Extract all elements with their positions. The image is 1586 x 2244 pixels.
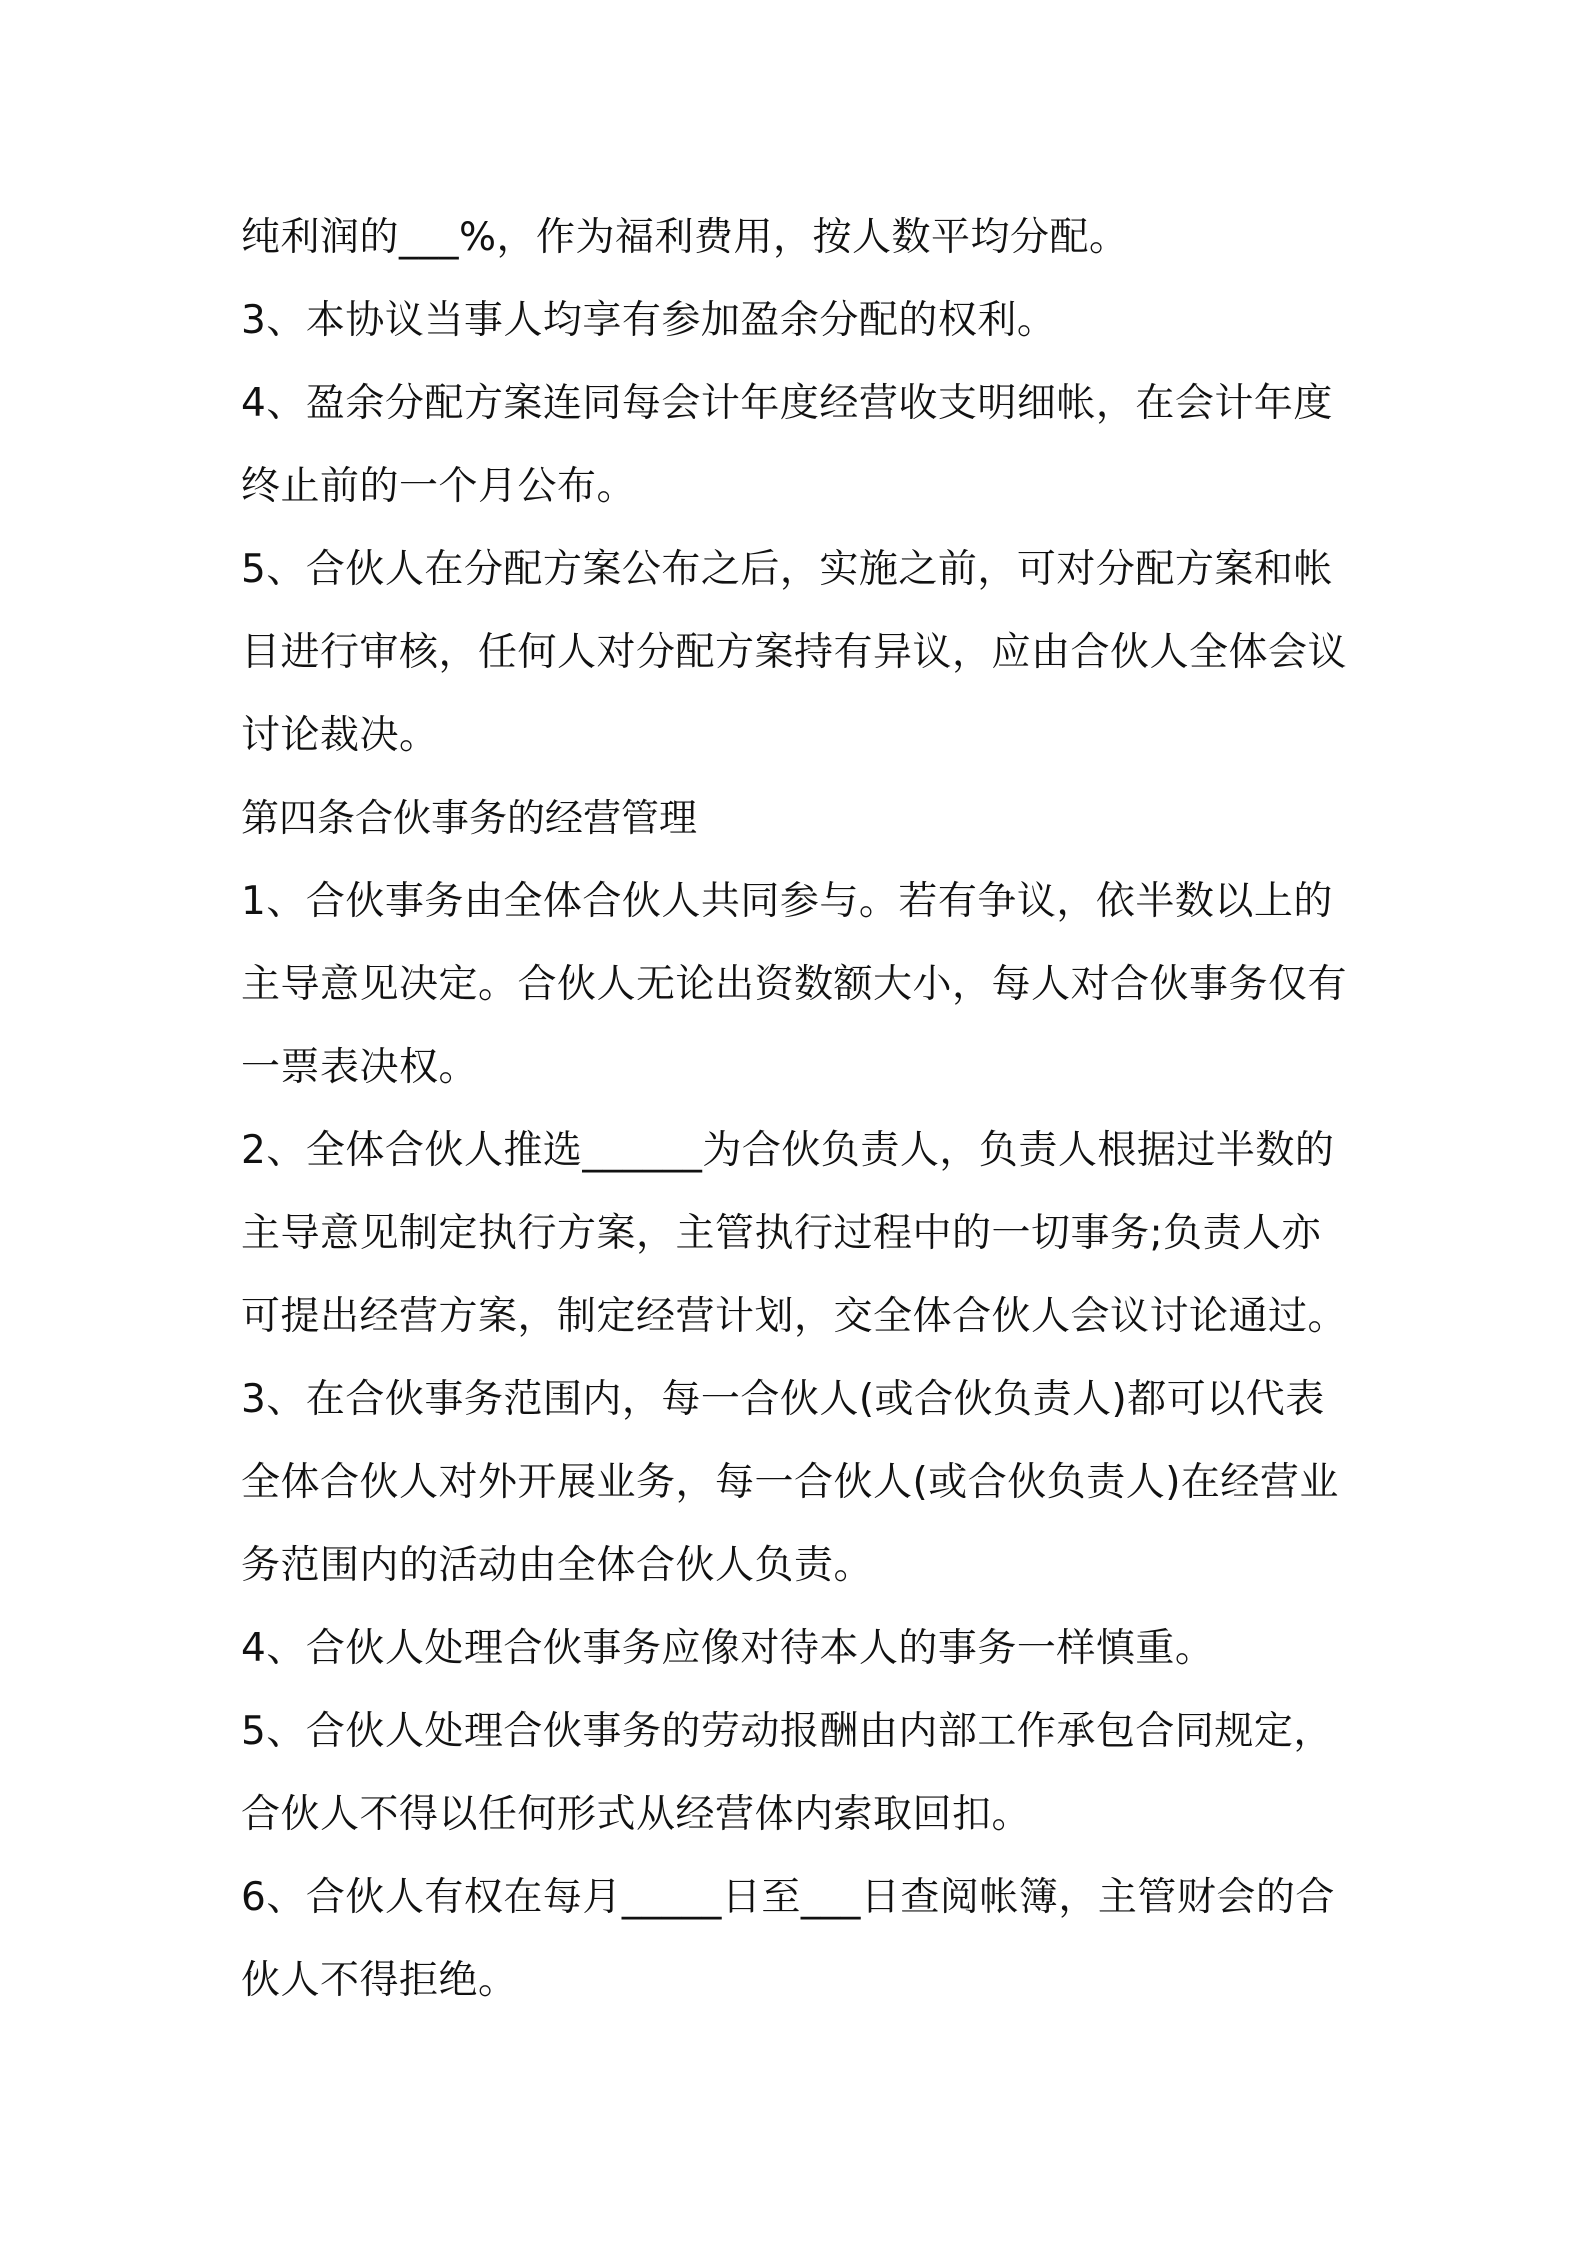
text-line: 务范围内的活动由全体合伙人负责。 [241, 1543, 874, 1588]
document-body [241, 196, 1356, 2022]
text-line: 3、本协议当事人均享有参加盈余分配的权利。 [241, 298, 1057, 343]
text-line: 纯利润的___%，作为福利费用，按人数平均分配。 [241, 215, 1129, 260]
text-line: 讨论裁决。 [241, 713, 439, 758]
text-line: 一票表决权。 [241, 1045, 479, 1090]
text-line: 可提出经营方案，制定经营计划，交全体合伙人会议讨论通过。 [241, 1294, 1348, 1339]
text-line: 2、全体合伙人推选______为合伙负责人，负责人根据过半数的 [241, 1128, 1335, 1173]
text-line: 4、合伙人处理合伙事务应像对待本人的事务一样慎重。 [241, 1626, 1215, 1671]
text-line: 1、合伙事务由全体合伙人共同参与。若有争议，依半数以上的 [241, 879, 1333, 924]
text-line: 目进行审核，任何人对分配方案持有异议，应由合伙人全体会议 [241, 630, 1348, 675]
text-line: 全体合伙人对外开展业务，每一合伙人(或合伙负责人)在经营业 [241, 1460, 1339, 1505]
text-line: 主导意见决定。合伙人无论出资数额大小，每人对合伙事务仅有 [241, 962, 1348, 1007]
text-line: 5、合伙人在分配方案公布之后，实施之前，可对分配方案和帐 [241, 547, 1333, 592]
section-heading: 第四条合伙事务的经营管理 [241, 796, 698, 840]
text-line: 4、盈余分配方案连同每会计年度经营收支明细帐，在会计年度 [241, 381, 1333, 426]
text-line: 合伙人不得以任何形式从经营体内索取回扣。 [241, 1792, 1032, 1837]
text-line: 3、在合伙事务范围内，每一合伙人(或合伙负责人)都可以代表 [241, 1377, 1325, 1422]
text-line: 主导意见制定执行方案，主管执行过程中的一切事务;负责人亦 [241, 1211, 1322, 1256]
text-line: 6、合伙人有权在每月_____日至___日查阅帐簿，主管财会的合 [241, 1875, 1335, 1920]
text-line: 终止前的一个月公布。 [241, 464, 637, 509]
text-line: 5、合伙人处理合伙事务的劳动报酬由内部工作承包合同规定， [241, 1709, 1333, 1754]
text-line: 伙人不得拒绝。 [241, 1958, 518, 2003]
